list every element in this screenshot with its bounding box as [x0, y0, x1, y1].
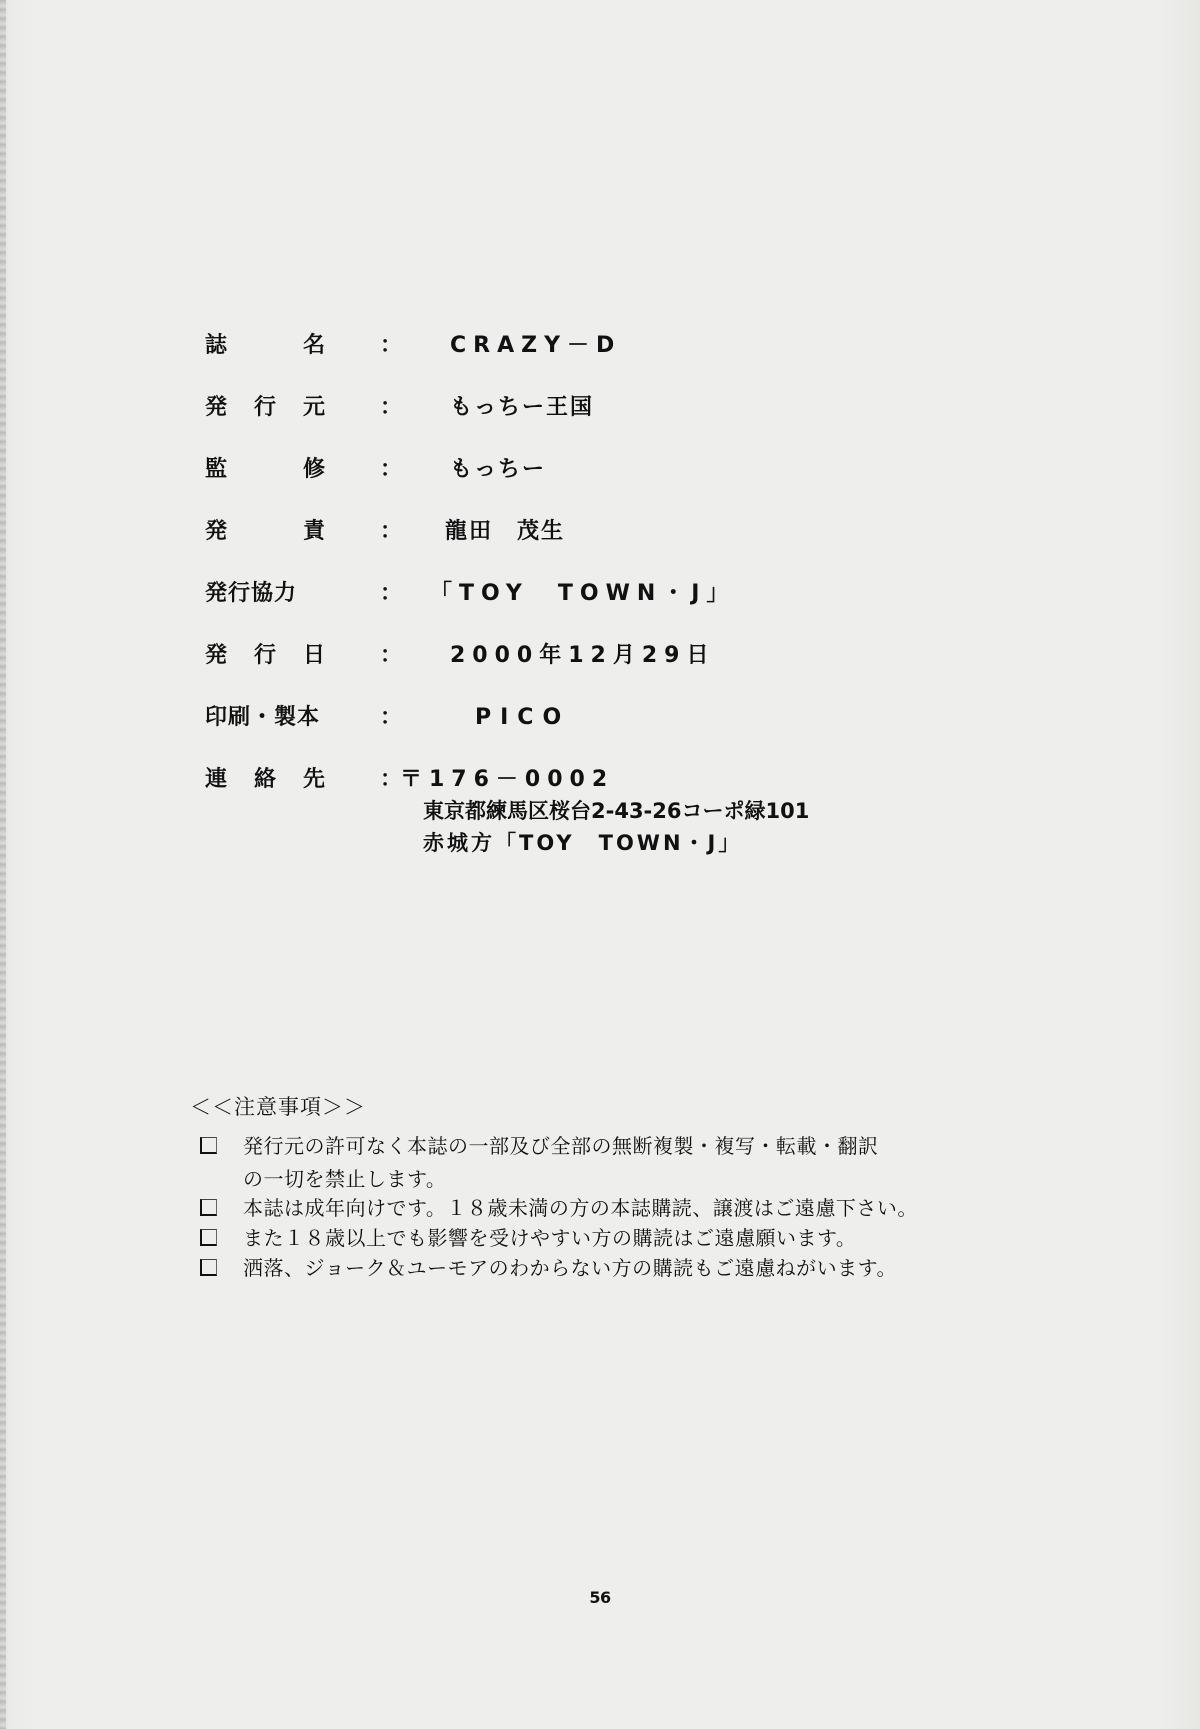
responsible-value: 龍田 茂生 — [445, 519, 566, 544]
checkbox-icon — [200, 1199, 217, 1216]
colophon-row-title — [205, 330, 925, 362]
colophon-row-date — [205, 640, 925, 672]
note-text: 発行元の許可なく本誌の一部及び全部の無断複製・複写・転載・翻訳 — [243, 1134, 879, 1158]
notes-title: ＜＜注意事項＞＞ — [190, 1095, 366, 1119]
note-text: 洒落、ジョーク＆ユーモアのわからない方の購読もご遠慮ねがいます。 — [243, 1256, 897, 1280]
printer-value: PICO — [475, 705, 571, 730]
label-char: 日 — [302, 643, 325, 668]
label-char: 行 — [253, 643, 276, 668]
row-colon: ： — [380, 705, 403, 730]
checkbox-icon — [200, 1259, 217, 1276]
row-label: 発行協力 — [205, 581, 298, 606]
binding-edge — [0, 0, 6, 1729]
label-char: 誌 — [205, 333, 228, 358]
postal-code: 〒176－0002 — [400, 767, 615, 792]
label-char: 責 — [302, 519, 325, 544]
note-text: また１８歳以上でも影響を受けやすい方の購読はご遠慮願います。 — [243, 1226, 857, 1250]
page-number: 56 — [589, 1588, 611, 1607]
colophon-row-printing — [205, 702, 925, 734]
publisher-value: もっちー王国 — [450, 395, 595, 420]
note-text-continued: の一切を禁止します。 — [243, 1167, 447, 1191]
row-colon: ： — [380, 767, 403, 792]
label-char: 監 — [205, 457, 228, 482]
row-label — [205, 516, 325, 548]
row-label: 印刷・製本 — [205, 705, 321, 730]
label-char: 先 — [302, 767, 325, 792]
label-char: 発 — [205, 519, 228, 544]
address-line: 東京都練馬区桜台2-43-26コーポ緑101 — [423, 799, 810, 823]
row-colon: ： — [380, 395, 403, 420]
checkbox-icon — [200, 1137, 217, 1154]
label-char: 行 — [253, 395, 276, 420]
row-colon: ： — [380, 643, 403, 668]
supervisor-value: もっちー — [450, 457, 547, 482]
row-label — [205, 392, 325, 424]
row-label — [205, 330, 325, 362]
colophon-row-publisher — [205, 392, 925, 424]
colophon-row-contact — [205, 764, 925, 796]
label-char: 絡 — [253, 767, 276, 792]
label-char: 名 — [302, 333, 325, 358]
label-char: 元 — [302, 395, 325, 420]
label-char: 連 — [205, 767, 228, 792]
note-text: 本誌は成年向けです。１８歳未満の方の本誌購読、譲渡はご遠慮下さい。 — [243, 1196, 918, 1220]
title-value: CRAZY－D — [450, 333, 622, 358]
cooperation-value: 「TOY TOWN・J」 — [430, 581, 736, 606]
date-value: 2000年12月29日 — [450, 643, 716, 668]
colophon-row-responsible — [205, 516, 925, 548]
checkbox-icon — [200, 1229, 217, 1246]
label-char: 修 — [302, 457, 325, 482]
address-care-of: 赤城方「TOY TOWN・J」 — [423, 831, 743, 855]
row-colon: ： — [380, 519, 403, 544]
row-label — [205, 640, 325, 672]
colophon-row-supervisor — [205, 454, 925, 486]
label-char: 発 — [205, 643, 228, 668]
row-label — [205, 454, 325, 486]
label-char: 発 — [205, 395, 228, 420]
row-colon: ： — [380, 457, 403, 482]
row-label — [205, 764, 325, 796]
row-colon: ： — [380, 333, 403, 358]
colophon-row-cooperation — [205, 578, 925, 610]
row-colon: ： — [380, 581, 403, 606]
